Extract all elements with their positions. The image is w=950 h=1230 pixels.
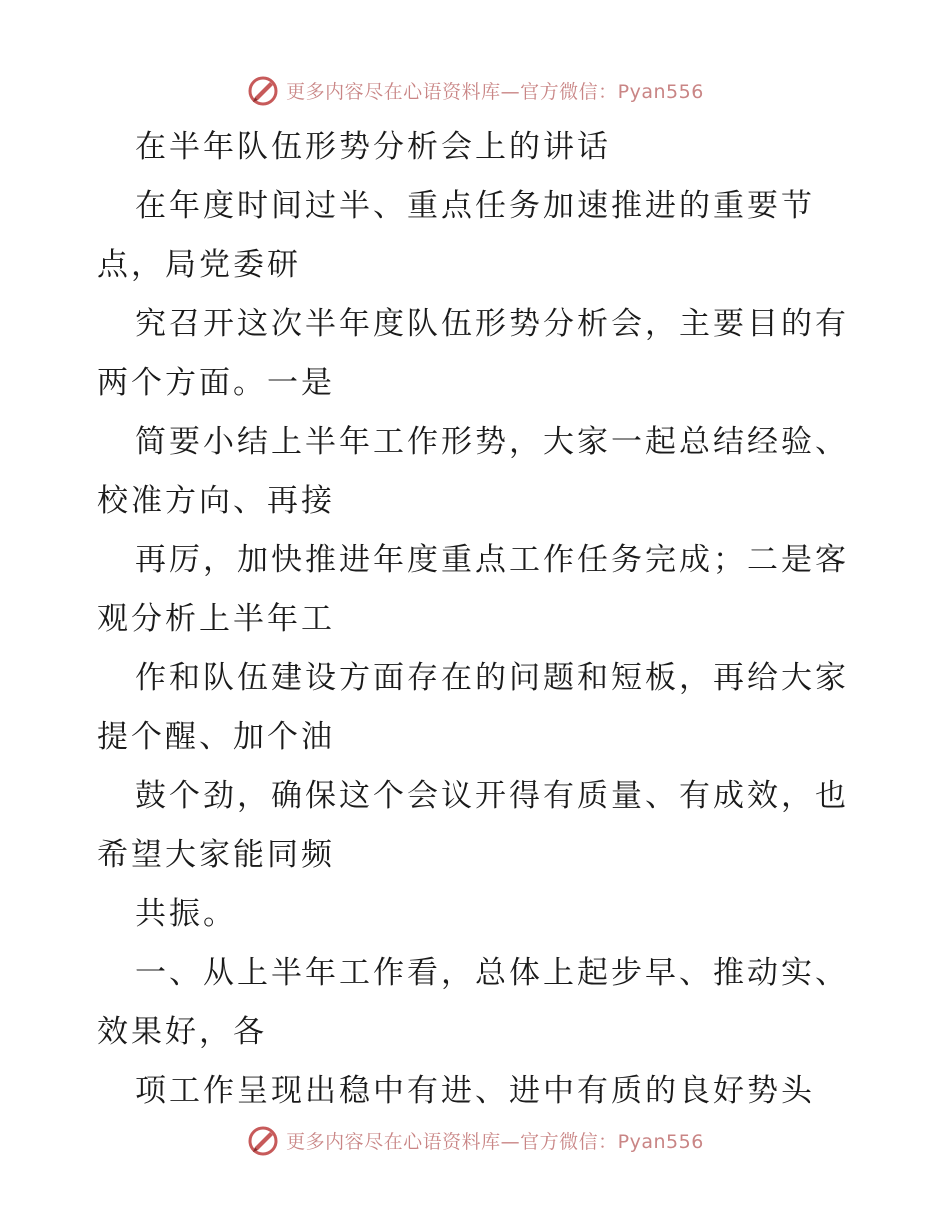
paragraph-line: 项工作呈现出稳中有进、进中有质的良好势头 <box>135 1073 815 1109</box>
watermark-header <box>0 70 950 110</box>
watermark-text: 更多内容尽在心语资料库—官方微信：Pyan556 <box>286 1130 704 1153</box>
paragraph-line: 观分析上半年工 <box>97 601 335 637</box>
watermark-text: 更多内容尽在心语资料库—官方微信：Pyan556 <box>286 80 704 103</box>
document-title: 在半年队伍形势分析会上的讲话 <box>135 129 611 165</box>
paragraph-line: 鼓个劲，确保这个会议开得有质量、有成效，也 <box>135 778 849 814</box>
paragraph-line: 校准方向、再接 <box>97 483 335 519</box>
pen-logo-icon <box>246 1123 280 1157</box>
section-heading-line: 一、从上半年工作看，总体上起步早、推动实、 <box>135 955 849 991</box>
paragraph-line: 究召开这次半年度队伍形势分析会，主要目的有 <box>135 306 849 342</box>
paragraph-line: 点，局党委研 <box>97 247 301 283</box>
document-body <box>97 118 857 1121</box>
paragraph-line: 在年度时间过半、重点任务加速推进的重要节 <box>135 188 815 224</box>
paragraph-line: 希望大家能同频 <box>97 837 335 873</box>
paragraph-line: 简要小结上半年工作形势，大家一起总结经验、 <box>135 424 849 460</box>
paragraph-line: 两个方面。一是 <box>97 365 335 401</box>
paragraph-line: 提个醒、加个油 <box>97 719 335 755</box>
paragraph-line: 作和队伍建设方面存在的问题和短板，再给大家 <box>135 660 849 696</box>
paragraph-line: 共振。 <box>135 896 237 932</box>
watermark-footer <box>0 1120 950 1160</box>
paragraph-line: 再厉，加快推进年度重点工作任务完成；二是客 <box>135 542 849 578</box>
paragraph-line: 效果好，各 <box>97 1014 267 1050</box>
pen-logo-icon <box>246 73 280 107</box>
